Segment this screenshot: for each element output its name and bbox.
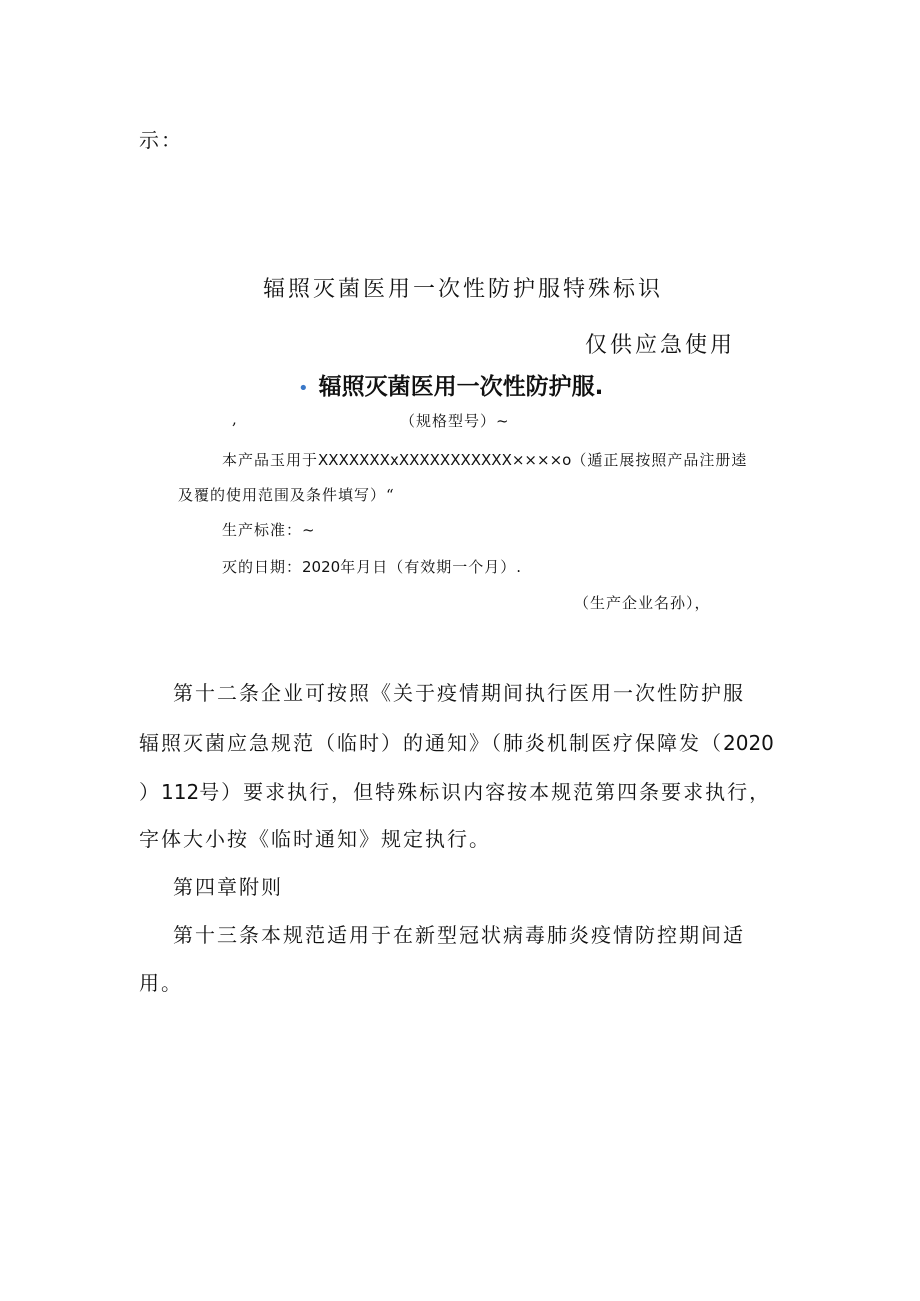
usage-line-continued: 及覆的使用范围及条件填写）“ (178, 486, 395, 504)
date-suffix: 年月日（有效期一个月）. (340, 558, 522, 576)
manufacturer-name-line: （生产企业名孙）， (574, 594, 711, 612)
article-12-line-1: 第十二条企业可按照《关于疫情期间执行医用一次性防护服 (173, 681, 745, 705)
spec-model-line: （规格型号）~ (400, 412, 510, 430)
usage-line (222, 449, 747, 470)
stray-comma-mark: , (232, 410, 238, 428)
article-12-line-2-text: 辐照灭菌应急规范（临时）的通知》（肺炎机制医疗保障发（ (139, 731, 723, 755)
date-year: 2020 (302, 558, 341, 576)
usage-code: XXXXXXXxXXXXXXXXXXX××××o (318, 451, 572, 469)
date-prefix: 灭的日期： (222, 558, 303, 576)
article-12-line-3-prefix: ） (139, 780, 161, 804)
usage-suffix: （遁正展按照产品注册逵 (571, 451, 748, 469)
emergency-use-note: 仅供应急使用 (585, 333, 736, 358)
product-name-text: 辐照灭菌医用一次性防护服. (318, 374, 604, 400)
article-12-line-3-text: 号）要求执行，但特殊标识内容按本规范第四条要求执行， (199, 780, 772, 804)
intro-text: 示： (139, 128, 183, 152)
article-12-year: 2020 (723, 731, 774, 755)
production-standard-line: 生产标准：~ (222, 521, 316, 539)
article-13-line-2: 用。 (139, 971, 183, 995)
chapter-4-heading: 第四章附则 (173, 875, 283, 899)
article-12-line-4: 字体大小按《临时通知》规定执行。 (139, 827, 491, 851)
bullet-icon: • (298, 378, 309, 399)
sterilization-date-line (222, 556, 522, 577)
article-12-doc-number: 112 (161, 780, 200, 804)
article-12-line-2 (139, 727, 774, 756)
usage-prefix: 本产品玉用于 (222, 451, 319, 469)
special-label-title: 辐照灭菌医用一次性防护服特殊标识 (263, 277, 664, 302)
article-13-line-1: 第十三条本规范适用于在新型冠状病毒肺炎疫情防控期间适 (173, 923, 745, 947)
article-12-line-3 (139, 776, 771, 805)
product-name-heading (298, 368, 603, 401)
